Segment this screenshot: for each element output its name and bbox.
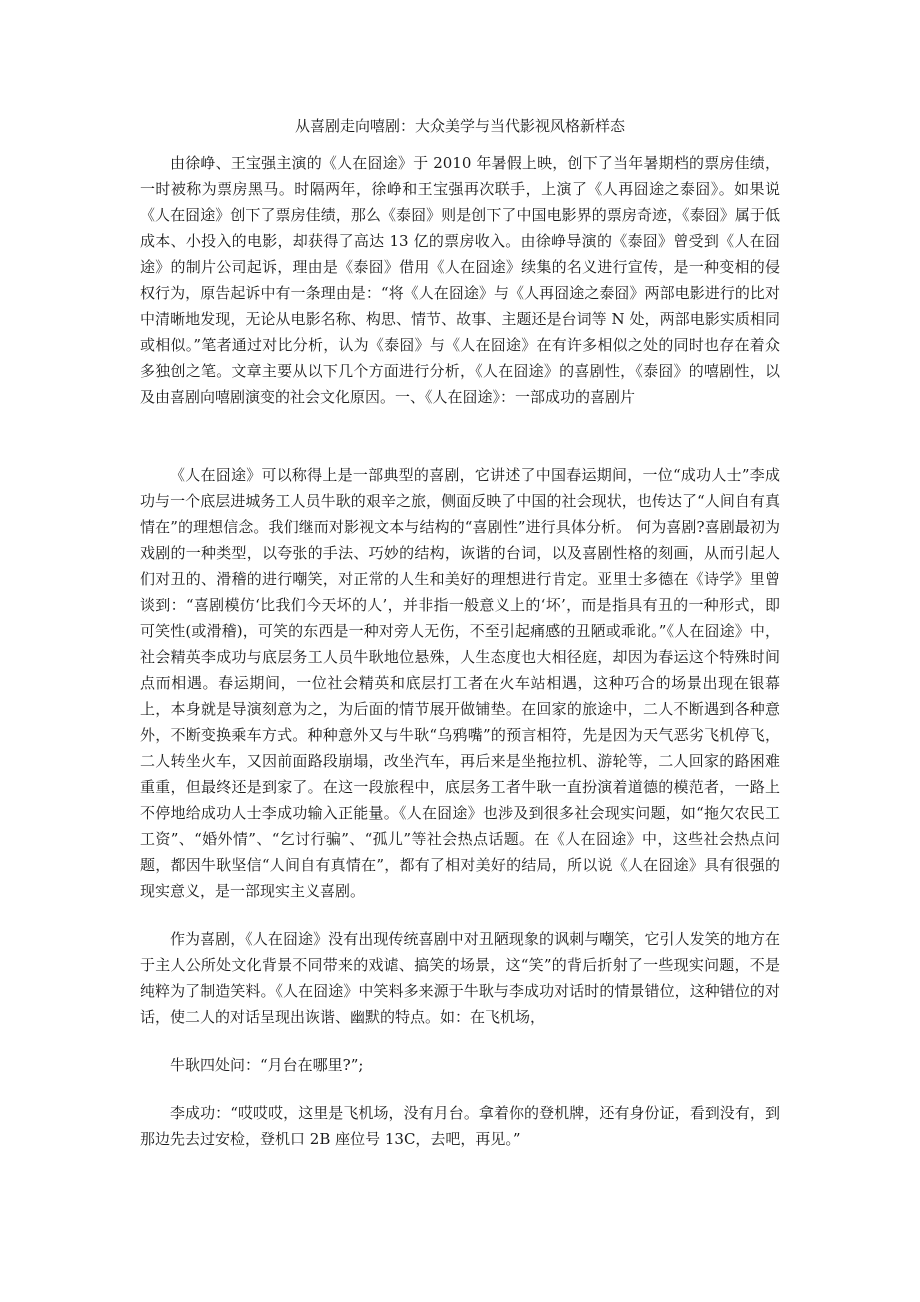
document-body	[140, 150, 780, 1152]
paragraph-spacer	[140, 410, 780, 436]
paragraph-comedy-analysis: 《人在囧途》可以称得上是一部典型的喜剧，它讲述了中国春运期间，一位“成功人士”李成功与一个底层进城务工人员牛耿的艰辛之旅，侧面反映了中国的社会现状，也传达了“人间自有真情在”的理想信念。我们继而对影视文本与结构的“喜剧性”进行具体分析。 何为喜剧?喜剧最初为戏剧的一种类型，以夸张的手法、巧妙的结构，诙谐的台词，以及喜剧性格的刻画，从而引起人们对丑的、滑稽的进行嘲笑，对正常的人生和美好的理想进行肯定。亚里士多德在《诗学》里曾谈到：“喜剧模仿‘比我们今天坏的人’，并非指一般意义上的‘坏’，而是指具有丑的一种形式，即可笑性(或滑稽)，可笑的东西是一种对旁人无伤，不至引起痛感的丑陋或乖讹。”《人在囧途》中，社会精英李成功与底层务工人员牛耿地位悬殊，人生态度也大相径庭，却因为春运这个特殊时间点而相遇。春运期间，一位社会精英和底层打工者在火车站相遇，这种巧合的场景出现在银幕上，本身就是导演刻意为之，为后面的情节展开做铺垫。在回家的旅途中，二人不断遇到各种意外，不断变换乘车方式。种种意外又与牛耿“乌鸦嘴”的预言相符，先是因为天气恶劣飞机停飞，二人转坐火车，又因前面路段崩塌，改坐汽车，再后来是坐拖拉机、游轮等，二人回家的路困难重重，但最终还是到家了。在这一段旅程中，底层务工者牛耿一直扮演着道德的模范者，一路上不停地给成功人士李成功输入正能量。《人在囧途》也涉及到很多社会现实问题，如“拖欠农民工工资”、“婚外情”、“乞讨行骗”、“孤儿”等社会热点话题。在《人在囧途》中，这些社会热点问题，都因牛耿坚信“人间自有真情在”，都有了相对美好的结局，所以说《人在囧途》具有很强的现实意义，是一部现实主义喜剧。	[140, 466, 780, 900]
paragraph-intro: 由徐峥、王宝强主演的《人在囧途》于 2010 年暑假上映，创下了当年暑期档的票房佳绩，一时被称为票房黑马。时隔两年，徐峥和王宝强再次联手，上演了《人再囧途之泰囧》。如果说《人在囧途》创下了票房佳绩，那么《泰囧》则是创下了中国电影界的票房奇迹，《泰囧》属于低成本、小投入的电影，却获得了高达 13 亿的票房收入。由徐峥导演的《泰囧》曾受到《人在囧途》的制片公司起诉，理由是《泰囧》借用《人在囧途》续集的名义进行宣传，是一种变相的侵权行为，原告起诉中有一条理由是：“将《人在囧途》与《人再囧途之泰囧》两部电影进行的比对中清晰地发现，无论从电影名称、构思、情节、故事、主题还是台词等 N 处，两部电影实质相同或相似。”笔者通过对比分析，认为《泰囧》与《人在囧途》在有许多相似之处的同时也存在着众多独创之笔。文章主要从以下几个方面进行分析，《人在囧途》的喜剧性，《泰囧》的嘻剧性，以及由喜剧向嘻剧演变的社会文化原因。一、《人在囧途》：一部成功的喜剧片	[140, 154, 780, 406]
paragraph-spacer	[140, 1078, 780, 1100]
paragraph-dialogue-lichenggong: 李成功：“哎哎哎，这里是飞机场，没有月台。拿着你的登机牌，还有身份证，看到没有，到那边先去过安检，登机口 2B 座位号 13C，去吧，再见。”	[140, 1104, 780, 1148]
paragraph-spacer	[140, 1030, 780, 1052]
paragraph-spacer	[140, 904, 780, 926]
paragraph-dialogue-niugeng: 牛耿四处问：“月台在哪里?”;	[170, 1056, 364, 1074]
paragraph-spacer	[140, 436, 780, 462]
document-title: 从喜剧走向嘻剧：大众美学与当代影视风格新样态	[294, 117, 625, 135]
paragraph-dialogue-intro: 作为喜剧，《人在囧途》没有出现传统喜剧中对丑陋现象的讽刺与嘲笑，它引人发笑的地方在于主人公所处文化背景不同带来的戏谑、搞笑的场景，这“笑”的背后折射了一些现实问题，不是纯粹为了制造笑料。《人在囧途》中笑料多来源于牛耿与李成功对话时的情景错位，这种错位的对话，使二人的对话呈现出诙谐、幽默的特点。如：在飞机场，	[140, 930, 780, 1026]
